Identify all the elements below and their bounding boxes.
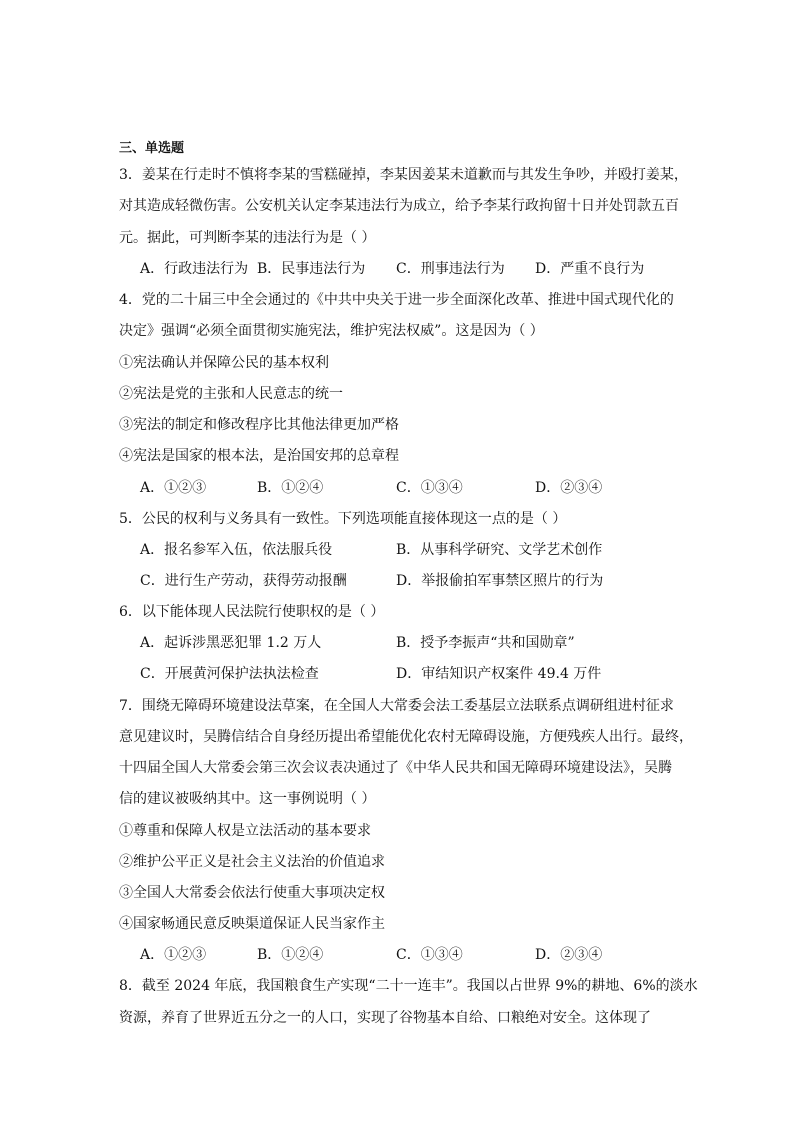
q7-option-c[interactable]: C．①③④	[396, 947, 463, 963]
q8-stem-line-2: 资源，养育了世界近五分之一的人口，实现了谷物基本自给、口粮绝对安全。这体现了	[119, 1010, 651, 1026]
q8-stem-line-1: 8．截至 2024 年底，我国粮食生产实现“二十一连丰”。我国以占世界 9%的耕地、6%的淡水	[119, 978, 698, 994]
q4-option-a[interactable]: A．①②③	[140, 480, 207, 496]
q7-option-a[interactable]: A．①②③	[140, 947, 207, 963]
q7-statement-4: ④国家畅通民意反映渠道保证人民当家作主	[119, 916, 385, 932]
q6-option-a[interactable]: A．起诉涉黑恶犯罪 1.2 万人	[140, 635, 322, 651]
q4-stem-line-2: 决定》强调“必须全面贯彻实施宪法，维护宪法权威”。这是因为（ ）	[119, 323, 544, 339]
q6-option-b[interactable]: B．授予李振声“共和国勋章”	[396, 635, 575, 651]
q7-statement-2: ②维护公平正义是社会主义法治的价值追求	[119, 854, 385, 870]
q5-stem: 5．公民的权利与义务具有一致性。下列选项能直接体现这一点的是（ ）	[119, 511, 567, 527]
q7-stem-line-4: 信的建议被吸纳其中。这一事例说明（ ）	[119, 791, 376, 807]
q4-statement-2: ②宪法是党的主张和人民意志的统一	[119, 386, 343, 402]
q7-statement-1: ①尊重和保障人权是立法活动的基本要求	[119, 823, 371, 839]
q4-option-c[interactable]: C．①③④	[396, 480, 463, 496]
q3-option-a[interactable]: A．行政违法行为	[140, 261, 249, 277]
q7-option-b[interactable]: B．①②④	[257, 947, 324, 963]
q4-statement-1: ①宪法确认并保障公民的基本权利	[119, 355, 329, 371]
q6-option-c[interactable]: C．开展黄河保护法执法检查	[140, 666, 319, 682]
q3-stem-line-1: 3．姜某在行走时不慎将李某的雪糕碰掉，李某因姜某未道歉而与其发生争吵，并殴打姜某，	[119, 167, 688, 183]
q3-stem-line-2: 对其造成轻微伤害。公安机关认定李某违法行为成立，给予李某行政拘留十日并处罚款五百	[119, 198, 679, 214]
q4-option-d[interactable]: D．②③④	[535, 480, 603, 496]
q3-option-d[interactable]: D．严重不良行为	[535, 261, 645, 277]
q5-option-c[interactable]: C．进行生产劳动，获得劳动报酬	[140, 573, 347, 589]
section-title: 三、单选题	[119, 141, 185, 156]
q5-option-d[interactable]: D．举报偷拍军事禁区照片的行为	[396, 573, 604, 589]
q4-statement-3: ③宪法的制定和修改程序比其他法律更加严格	[119, 417, 399, 433]
q3-option-b[interactable]: B．民事违法行为	[257, 261, 366, 277]
q7-statement-3: ③全国人大常委会依法行使重大事项决定权	[119, 885, 385, 901]
q6-option-d[interactable]: D．审结知识产权案件 49.4 万件	[396, 666, 602, 682]
q7-stem-line-3: 十四届全国人大常委会第三次会议表决通过了《中华人民共和国无障碍环境建设法》，吴腾	[119, 760, 672, 776]
q3-stem-line-3: 元。据此，可判断李某的违法行为是（ ）	[119, 230, 376, 246]
q4-option-b[interactable]: B．①②④	[257, 480, 324, 496]
q4-stem-line-1: 4．党的二十届三中全会通过的《中共中央关于进一步全面深化改革、推进中国式现代化的	[119, 292, 674, 308]
q6-stem: 6．以下能体现人民法院行使职权的是（ ）	[119, 604, 385, 620]
q3-option-c[interactable]: C．刑事违法行为	[396, 261, 505, 277]
q4-statement-4: ④宪法是国家的根本法，是治国安邦的总章程	[119, 448, 399, 464]
q5-option-a[interactable]: A．报名参军入伍，依法服兵役	[140, 542, 333, 558]
q7-stem-line-1: 7．围绕无障碍环境建设法草案，在全国人大常委会法工委基层立法联系点调研组进村征求	[119, 698, 674, 714]
q7-stem-line-2: 意见建议时，吴腾信结合自身经历提出希望能优化农村无障碍设施，方便残疾人出行。最终，	[119, 729, 693, 745]
q5-option-b[interactable]: B．从事科学研究、文学艺术创作	[396, 542, 603, 558]
q7-option-d[interactable]: D．②③④	[535, 947, 603, 963]
